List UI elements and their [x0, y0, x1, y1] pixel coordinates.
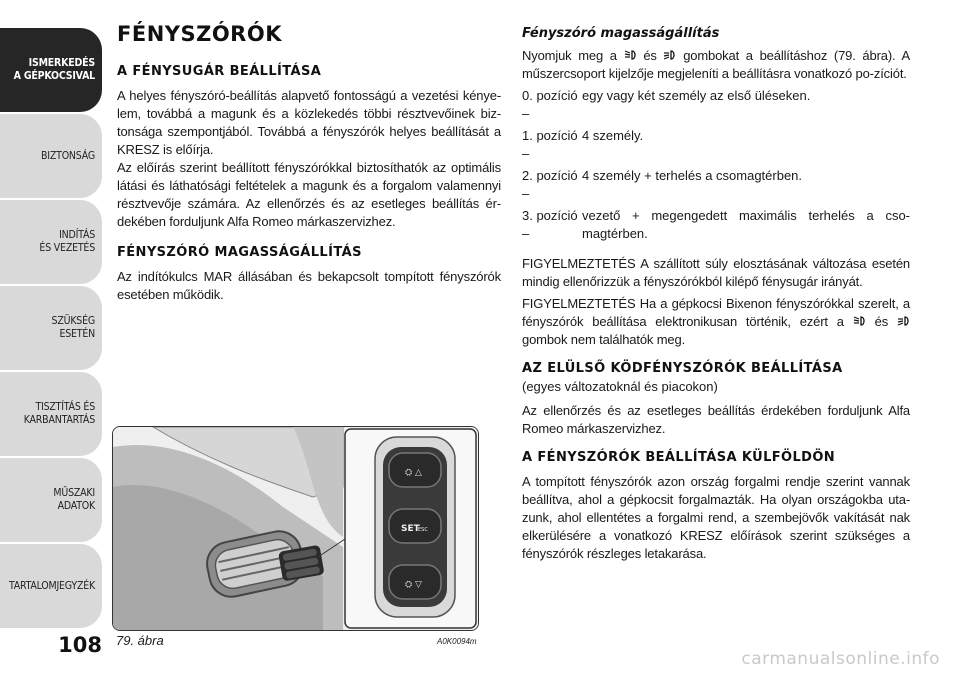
figure-caption: 79. ábra: [116, 633, 164, 648]
paragraph: Az ellenőrzés és az esetleges beállítás érdekében forduljunk Alfa Romeo márkaszervizhez.: [522, 403, 910, 436]
figure-code: A0K0094m: [437, 637, 477, 646]
position-text: 4 személy.: [582, 128, 644, 143]
headlight-down-icon: [897, 315, 910, 327]
position-number: 2. pozíció –: [522, 168, 578, 201]
paragraph: Az indítókulcs MAR állásában és bekapcsolt tompított fényszórók esetében működik.: [117, 269, 501, 302]
dashboard-figure: [112, 426, 479, 631]
set-esc-sub-label: ESC: [418, 527, 428, 533]
paragraph: Az előírás szerint beállított fényszórókkal biztosíthatók az optimális látási és láthatósági feltételek a magunk és a forgalom valamennyi résztvevője számára. Az ellenőrzés és az esetleges beállítás ér-dekében forduljunk Alfa Romeo márkaszervizhez.: [117, 160, 501, 229]
position-number: 1. pozíció –: [522, 128, 578, 161]
tab-inditas[interactable]: INDÍTÁS ÉS VEZETÉS: [0, 200, 102, 284]
text-fragment: gombok nem találhatók meg.: [522, 332, 686, 347]
subsection-heading-leveling: Fényszóró magasságállítás: [522, 26, 720, 41]
position-item: [522, 87, 910, 123]
watermark: carmanualsonline.info: [741, 649, 940, 669]
headlight-up-icon: [853, 315, 866, 327]
text-fragment: FIGYELMEZTETÉS Ha a gépkocsi Bixenon fényszórókkal szerelt, a fényszórók beállítása elektronikusan történik, ezért a: [522, 296, 910, 329]
text-fragment: gombokat a beállításhoz (79. ábra). A műszercsoport kijelzője megjeleníti a beállításra vonatkozó po-zíciót.: [522, 48, 910, 81]
svg-text:⛭ △: ⛭ △: [405, 468, 422, 478]
position-item: [522, 167, 910, 203]
headlight-down-icon: [663, 49, 676, 61]
paragraph: A helyes fényszóró-beállítás alapvető fontosságú a vezetési kénye-lem, továbbá a magunk és a közlekedés többi résztvevőinek biz-tonsága szempontjából. Továbbá a fényszórók helyes beállítását a KRESZ is előírja.: [117, 88, 501, 157]
tab-tisztitas[interactable]: TISZTÍTÁS ÉS KARBANTARTÁS: [0, 372, 102, 456]
page-number: 108: [58, 633, 102, 657]
text-fragment: és: [874, 314, 889, 329]
chapter-sidebar: [0, 0, 102, 600]
right-column: [522, 26, 910, 563]
set-esc-label: SET: [401, 524, 420, 534]
warning-bixenon: [522, 295, 910, 349]
position-text: vezető + megengedett maximális terhelés a cso-magtérben.: [582, 208, 910, 241]
svg-text:⛭ ▽: ⛭ ▽: [405, 580, 422, 590]
section-heading-leveling: FÉNYSZÓRÓ MAGASSÁGÁLLÍTÁS: [117, 245, 362, 260]
position-item: [522, 207, 910, 243]
headlight-up-icon: [624, 49, 637, 61]
tab-muszaki[interactable]: MŰSZAKI ADATOK: [0, 458, 102, 542]
position-item: [522, 127, 910, 163]
tab-tartalomjegyzek[interactable]: TARTALOMJEGYZÉK: [0, 544, 102, 628]
position-number: 0. pozíció –: [522, 88, 578, 121]
text-fragment: és: [643, 48, 657, 63]
tab-ismerkedes[interactable]: ISMERKEDÉS A GÉPKOCSIVAL: [0, 28, 102, 112]
paragraph: A tompított fényszórók azon ország forgalmi rendje szerint vannak beállítva, ahol a gépkocsit forgalmazták. Ha olyan országokba uta-zunk, ahol ellentétes a forgalmi rend, a szembejövők vakítását nak elkerülésére a vonatkozó KRESZ előírások szerint szükséges a fényszórók részleges letakarása.: [522, 474, 910, 561]
position-number: 3. pozíció –: [522, 208, 578, 241]
tab-szukseg[interactable]: SZÜKSÉG ESETÉN: [0, 286, 102, 370]
section-heading-abroad: A FÉNYSZÓRÓK BEÁLLÍTÁSA KÜLFÖLDÖN: [522, 450, 836, 465]
variant-note: (egyes változatoknál és piacokon): [522, 379, 718, 394]
tab-biztonsag[interactable]: BIZTONSÁG: [0, 114, 102, 198]
page-title: FÉNYSZÓRÓK: [117, 22, 282, 46]
dashboard-illustration: [113, 427, 478, 630]
section-heading-beam: A FÉNYSUGÁR BEÁLLÍTÁSA: [117, 64, 322, 79]
warning-load: FIGYELMEZTETÉS A szállított súly elosztásának változása esetén mindig ellenőrizzük a fényszórókból kilépő fénysugár irányát.: [522, 256, 910, 289]
position-text: egy vagy két személy az első üléseken.: [582, 88, 811, 103]
paragraph-buttons: [522, 47, 910, 83]
section-heading-fog: AZ ELÜLSŐ KÖDFÉNYSZÓRÓK BEÁLLÍTÁSA: [522, 361, 843, 376]
text-fragment: Nyomjuk meg a: [522, 48, 617, 63]
position-text: 4 személy + terhelés a csomagtérben.: [582, 168, 803, 183]
left-column: [117, 22, 501, 304]
